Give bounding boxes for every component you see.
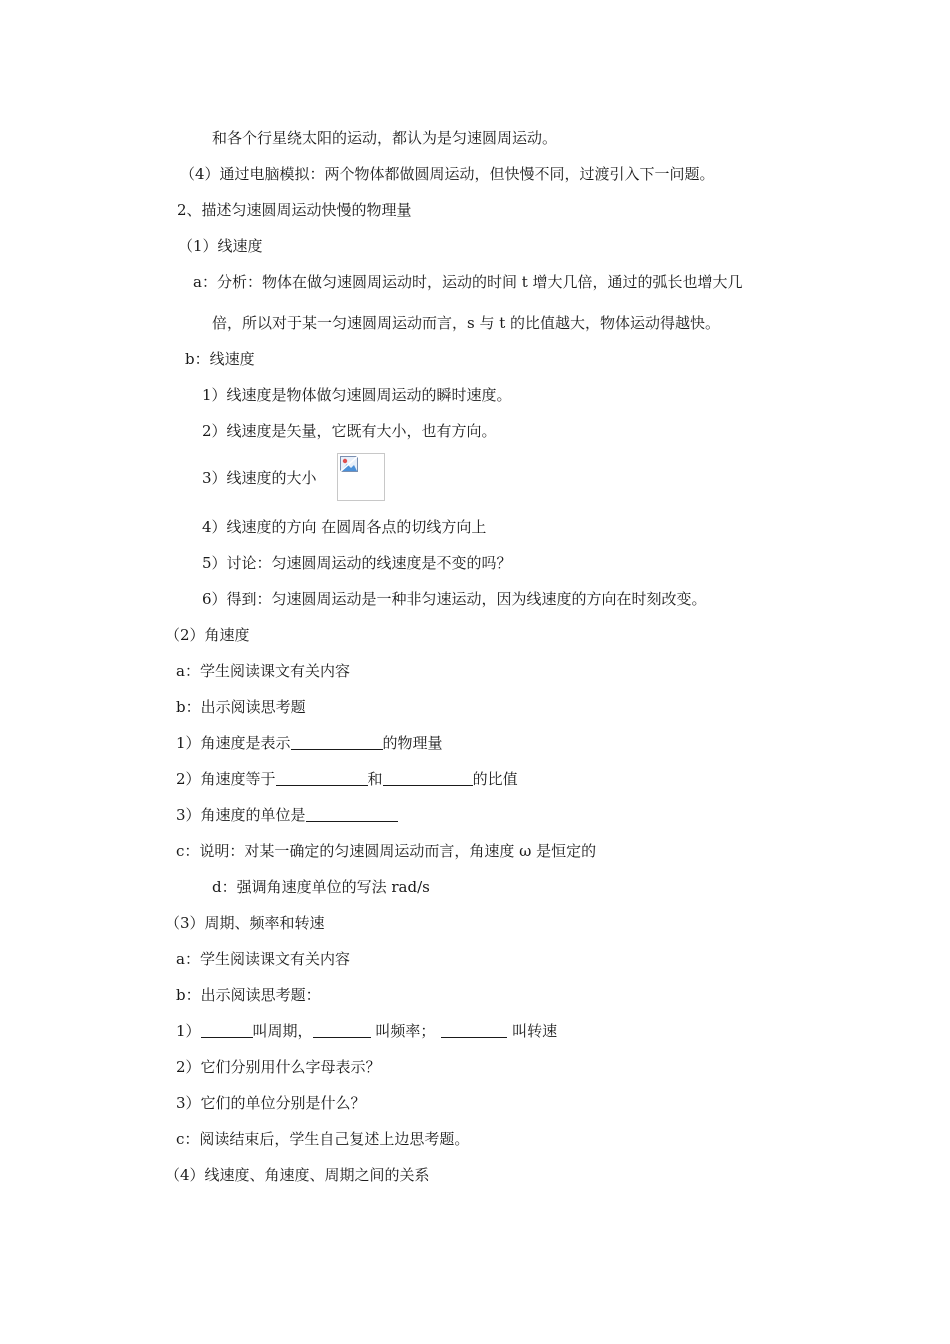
text-line: 倍，所以对于某一匀速圆周运动而言，s 与 t 的比值越大，物体运动得越快。: [212, 314, 721, 332]
list-item: 2）它们分别用什么字母表示？: [176, 1058, 381, 1076]
question-line: [176, 1021, 557, 1041]
question-text: 和: [367, 770, 383, 788]
question-text: 1）: [176, 1022, 201, 1040]
text-line: a：学生阅读课文有关内容: [176, 662, 350, 680]
question-text: 1）角速度是表示: [176, 734, 291, 752]
list-item: 2）线速度是矢量，它既有大小，也有方向。: [202, 422, 497, 440]
text-line: 和各个行星绕太阳的运动，都认为是匀速圆周运动。: [212, 129, 558, 147]
list-item: 5）讨论：匀速圆周运动的线速度是不变的吗？: [202, 554, 512, 572]
list-item: 3）线速度的大小: [202, 469, 317, 487]
question-text: 叫频率；: [370, 1022, 436, 1040]
text-line: b：线速度: [185, 350, 255, 368]
question-text: 的物理量: [382, 734, 443, 752]
fill-blank: [383, 770, 473, 786]
text-line: b：出示阅读思考题: [176, 698, 306, 716]
question-line: [176, 733, 443, 753]
fill-blank: [441, 1022, 507, 1038]
text-line: （4）通过电脑模拟：两个物体都做圆周运动，但快慢不同，过渡引入下一问题。: [180, 165, 715, 183]
text-line: d：强调角速度单位的写法 rad/s: [212, 878, 430, 896]
question-text: 3）角速度的单位是: [176, 806, 306, 824]
subsection-heading: （1）线速度: [178, 237, 263, 255]
subsection-heading: （3）周期、频率和转速: [165, 914, 325, 932]
question-text: 2）角速度等于: [176, 770, 276, 788]
broken-image-icon: [340, 456, 358, 472]
list-item: 4）线速度的方向 在圆周各点的切线方向上: [202, 518, 487, 536]
subsection-heading: （2）角速度: [165, 626, 250, 644]
fill-blank: [313, 1022, 371, 1038]
question-text: 的比值: [472, 770, 518, 788]
question-line: [176, 769, 518, 789]
subsection-heading: （4）线速度、角速度、周期之间的关系: [165, 1166, 430, 1184]
text-line: c：阅读结束后，学生自己复述上边思考题。: [176, 1130, 470, 1148]
list-item: 6）得到：匀速圆周运动是一种非匀速运动，因为线速度的方向在时刻改变。: [202, 590, 707, 608]
fill-blank: [276, 770, 368, 786]
question-text: 叫周期，: [252, 1022, 313, 1040]
formula-image: [337, 453, 385, 501]
fill-blank: [291, 734, 383, 750]
list-item: 3）它们的单位分别是什么？: [176, 1094, 366, 1112]
list-item: 1）线速度是物体做匀速圆周运动的瞬时速度。: [202, 386, 512, 404]
text-line: c：说明：对某一确定的匀速圆周运动而言，角速度 ω 是恒定的: [176, 842, 597, 860]
fill-blank: [201, 1022, 253, 1038]
text-line: a：分析：物体在做匀速圆周运动时，运动的时间 t 增大几倍，通过的弧长也增大几: [193, 273, 743, 291]
text-line: b：出示阅读思考题：: [176, 986, 321, 1004]
fill-blank: [306, 806, 398, 822]
question-line: [176, 805, 398, 825]
section-heading: 2、描述匀速圆周运动快慢的物理量: [177, 201, 412, 219]
text-line: a：学生阅读课文有关内容: [176, 950, 350, 968]
question-text: 叫转速: [507, 1022, 558, 1040]
